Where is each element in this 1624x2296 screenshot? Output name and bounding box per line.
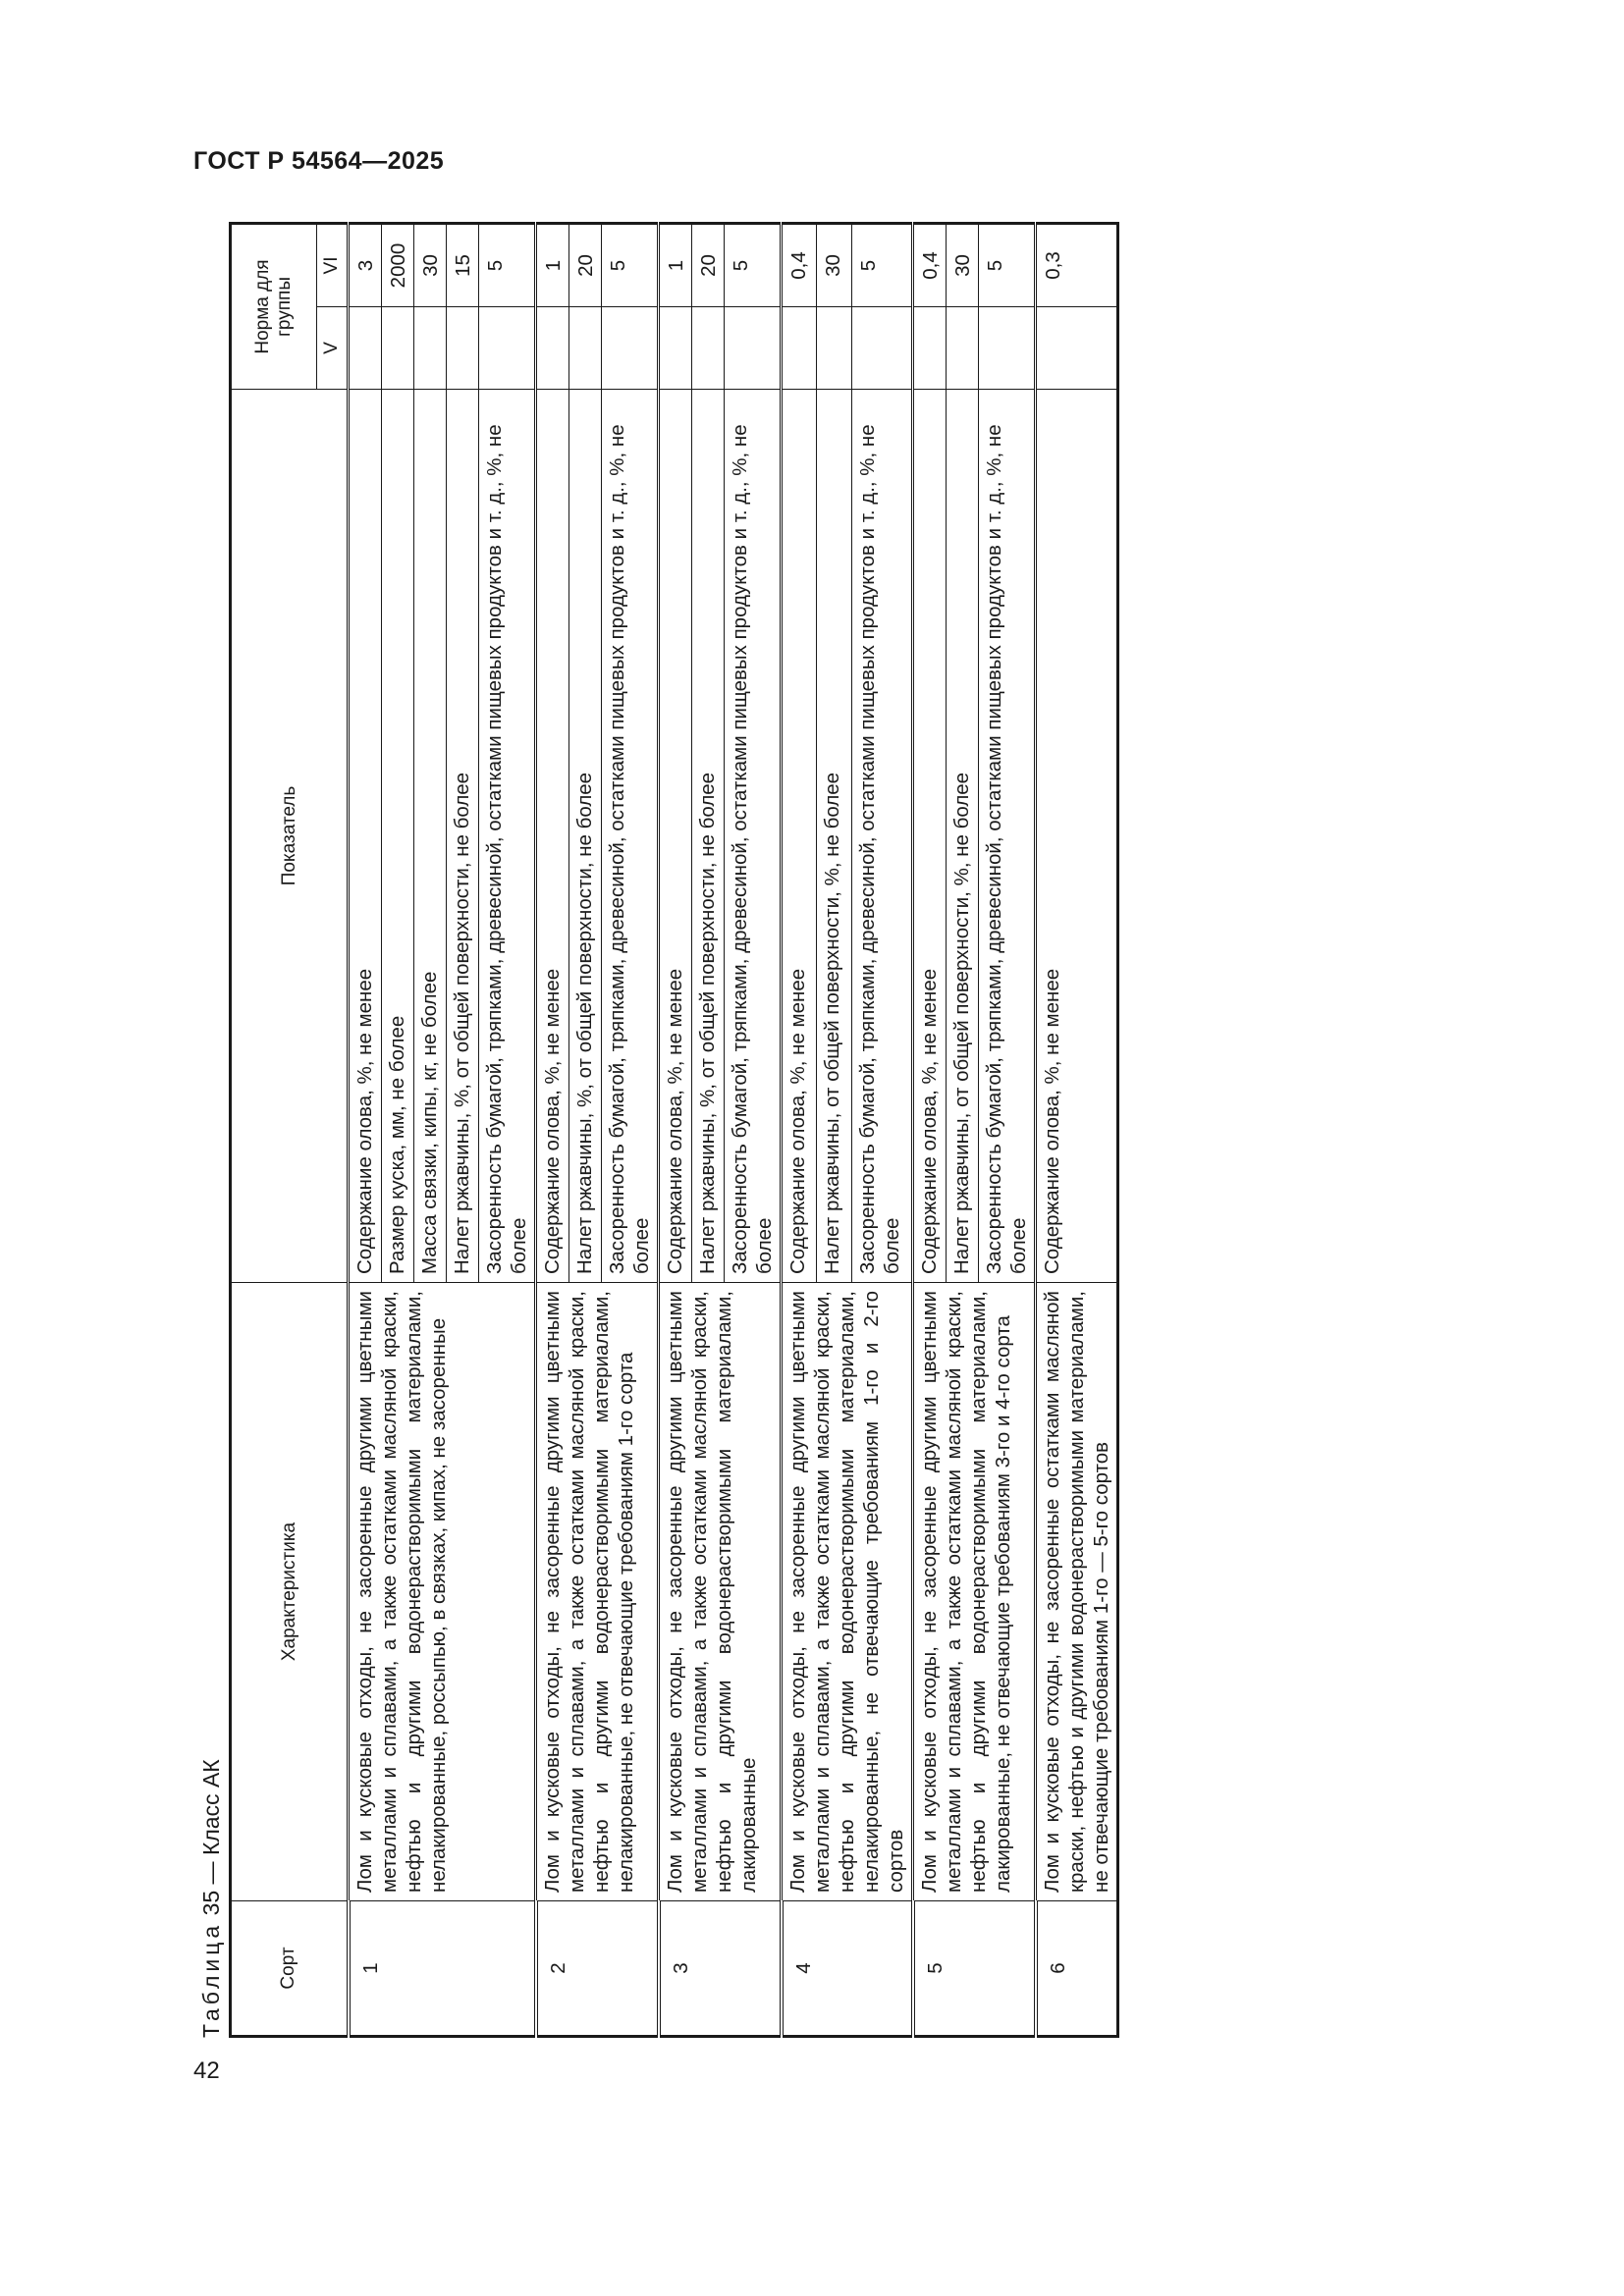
header-norm: Норма для группы: [231, 224, 317, 390]
cell-norm-group-vi: 5: [602, 224, 659, 307]
cell-norm-group-vi: 5: [479, 224, 536, 307]
cell-norm-group-vi: 1: [536, 224, 569, 307]
cell-indicator: Размер куска, мм, не более: [382, 390, 414, 1283]
cell-characteristic: Лом и кусковые отходы, не засоренные другими цветными металлами и сплавами, а также остатками масляной краски, нефтью и другими водонерастворимыми материалами, лакированные: [659, 1283, 782, 1901]
cell-norm-group-vi: 20: [692, 224, 725, 307]
cell-norm-group-vi: 0,3: [1036, 224, 1118, 307]
cell-norm-group-vi: 5: [979, 224, 1036, 307]
table-caption-label: Таблица: [198, 1921, 224, 2038]
cell-norm-group-v: [782, 307, 817, 390]
cell-indicator: Налет ржавчины, %, от общей поверхности, не более: [447, 390, 479, 1283]
cell-indicator: Содержание олова, %, не менее: [349, 390, 382, 1283]
document-code: ГОСТ Р 54564—2025: [193, 147, 445, 175]
cell-indicator: Содержание олова, %, не менее: [1036, 390, 1118, 1283]
cell-indicator: Засоренность бумагой, тряпками, древесиной, остатками пищевых продуктов и т. д., %, не более: [602, 390, 659, 1283]
rotated-table-area: [193, 225, 1392, 2038]
cell-sort: 3: [659, 1901, 782, 2037]
cell-norm-group-vi: 2000: [382, 224, 414, 307]
cell-norm-group-v: [536, 307, 569, 390]
cell-characteristic: Лом и кусковые отходы, не засоренные другими цветными металлами и сплавами, а также остатками масляной краски, нефтью и другими водонерастворимыми материалами, нелакированные, не отвечающие требованиям 1-го сорта: [536, 1283, 659, 1901]
cell-sort: 4: [782, 1901, 913, 2037]
cell-norm-group-v: [447, 307, 479, 390]
cell-norm-group-v: [349, 307, 382, 390]
cell-sort: 1: [349, 1901, 536, 2037]
cell-indicator: Налет ржавчины, от общей поверхности, %, не более: [947, 390, 979, 1283]
cell-sort: 2: [536, 1901, 659, 2037]
cell-norm-group-vi: 20: [569, 224, 602, 307]
table-row: [349, 224, 382, 2037]
header-group-v: V: [317, 307, 349, 390]
cell-norm-group-v: [414, 307, 447, 390]
cell-indicator: Засоренность бумагой, тряпками, древесиной, остатками пищевых продуктов и т. д., %, не более: [851, 390, 912, 1283]
cell-norm-group-vi: 30: [414, 224, 447, 307]
cell-indicator: Засоренность бумагой, тряпками, древесиной, остатками пищевых продуктов и т. д., %, не более: [725, 390, 782, 1283]
table-row: [782, 224, 817, 2037]
cell-indicator: Налет ржавчины, %, от общей поверхности, не более: [692, 390, 725, 1283]
cell-characteristic: Лом и кусковые отходы, не засоренные остатками масляной краски, нефтью и другими водонерастворимыми материалами, не отвечающие требованиям 1-го — 5-го сортов: [1036, 1283, 1118, 1901]
cell-norm-group-v: [569, 307, 602, 390]
cell-norm-group-v: [817, 307, 851, 390]
cell-indicator: Содержание олова, %, не менее: [659, 390, 692, 1283]
table-row: [659, 224, 692, 2037]
cell-sort: 6: [1036, 1901, 1118, 2037]
cell-norm-group-v: [947, 307, 979, 390]
table-caption: [193, 1759, 229, 2038]
cell-norm-group-v: [1036, 307, 1118, 390]
header-sort: Сорт: [231, 1901, 349, 2037]
header-group-vi: VI: [317, 224, 349, 307]
cell-indicator: Масса связки, кипы, кг, не более: [414, 390, 447, 1283]
table-caption-text: 35 — Класс АК: [198, 1759, 224, 1916]
cell-characteristic: Лом и кусковые отходы, не засоренные другими цветными металлами и сплавами, а также остатками масляной краски, нефтью и другими водонерастворимыми материалами, лакированные, не отвечающие требованиям 3-го и 4-го сорта: [913, 1283, 1036, 1901]
table-row: [536, 224, 569, 2037]
cell-norm-group-v: [692, 307, 725, 390]
cell-norm-group-vi: 0,4: [913, 224, 947, 307]
cell-norm-group-vi: 1: [659, 224, 692, 307]
cell-norm-group-vi: 5: [851, 224, 912, 307]
cell-indicator: Засоренность бумагой, тряпками, древесиной, остатками пищевых продуктов и т. д., %, не более: [979, 390, 1036, 1283]
cell-indicator: Содержание олова, %, не менее: [782, 390, 817, 1283]
cell-indicator: Засоренность бумагой, тряпками, древесиной, остатками пищевых продуктов и т. д., %, не более: [479, 390, 536, 1283]
cell-characteristic: Лом и кусковые отходы, не засоренные другими цветными металлами и сплавами, а также остатками масляной краски, нефтью и другими водонерастворимыми материалами, нелакированные, россыпью, в связках, кипах, не засоренные: [349, 1283, 536, 1901]
cell-sort: 5: [913, 1901, 1036, 2037]
class-ak-table: [229, 222, 1119, 2038]
cell-norm-group-v: [851, 307, 912, 390]
cell-norm-group-v: [725, 307, 782, 390]
table-row: [1036, 224, 1118, 2037]
cell-norm-group-v: [979, 307, 1036, 390]
cell-norm-group-v: [479, 307, 536, 390]
cell-norm-group-v: [659, 307, 692, 390]
cell-norm-group-vi: 5: [725, 224, 782, 307]
cell-norm-group-v: [382, 307, 414, 390]
header-indicator: Показатель: [231, 390, 349, 1283]
table-body: [349, 224, 1118, 2037]
cell-characteristic: Лом и кусковые отходы, не засоренные другими цветными металлами и сплавами, а также остатками масляной краски, нефтью и другими водонерастворимыми материалами, нелакированные, не отвечающие требованиям 1-го и 2-го сортов: [782, 1283, 913, 1901]
cell-norm-group-vi: 30: [947, 224, 979, 307]
cell-norm-group-vi: 0,4: [782, 224, 817, 307]
cell-indicator: Содержание олова, %, не менее: [536, 390, 569, 1283]
table-row: [913, 224, 947, 2037]
cell-indicator: Налет ржавчины, %, от общей поверхности, не более: [569, 390, 602, 1283]
header-characteristic: Характеристика: [231, 1283, 349, 1901]
cell-norm-group-v: [913, 307, 947, 390]
cell-norm-group-v: [602, 307, 659, 390]
cell-norm-group-vi: 15: [447, 224, 479, 307]
cell-indicator: Налет ржавчины, от общей поверхности, %, не более: [817, 390, 851, 1283]
cell-norm-group-vi: 3: [349, 224, 382, 307]
cell-indicator: Содержание олова, %, не менее: [913, 390, 947, 1283]
page-number: 42: [193, 2057, 220, 2084]
cell-norm-group-vi: 30: [817, 224, 851, 307]
